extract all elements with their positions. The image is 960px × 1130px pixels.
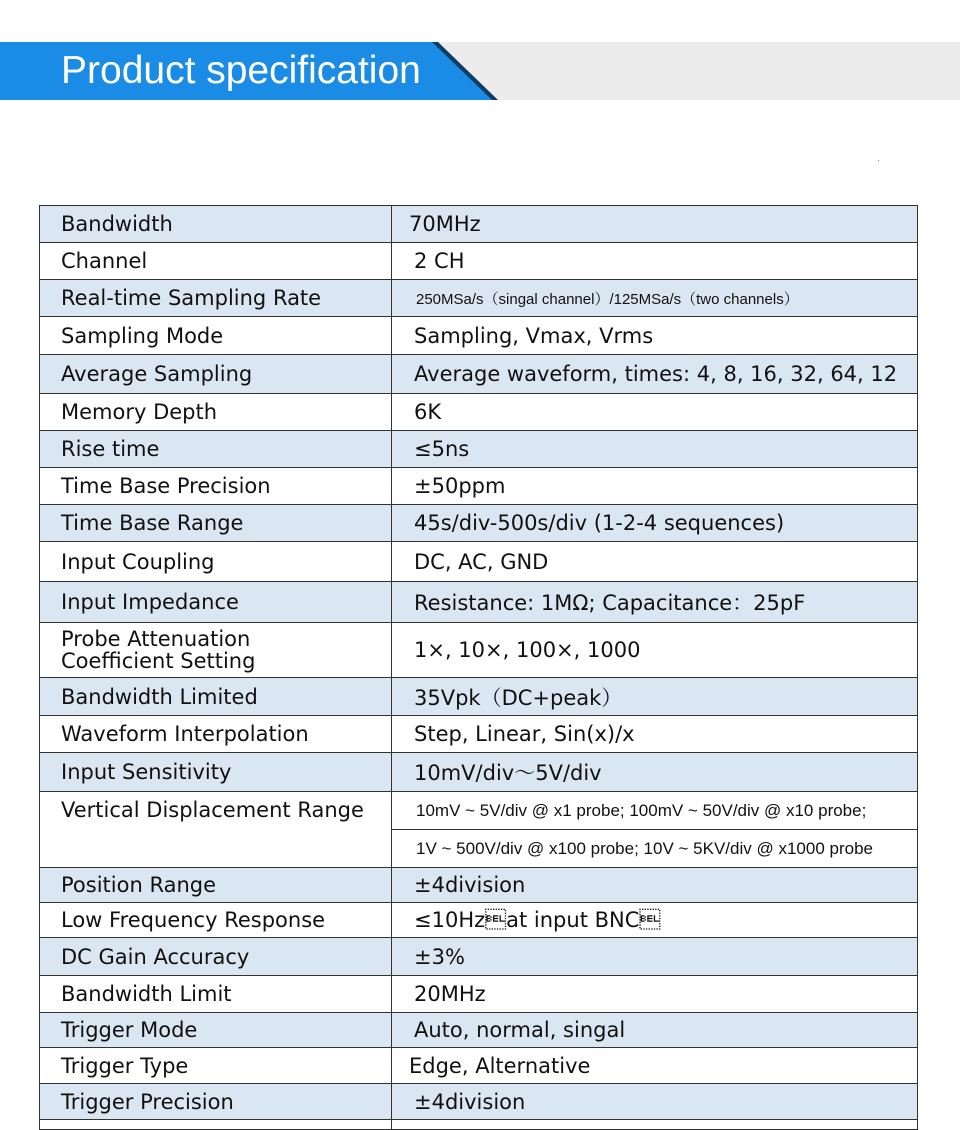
spec-value: 1×, 10×, 100×, 1000 [392,623,918,678]
table-row [40,431,918,468]
spec-label: Memory Depth [40,394,392,431]
table-row [40,582,918,623]
spec-label: Rise time [40,431,392,468]
table-row [40,678,918,716]
spec-label: Sampling Mode [40,317,392,355]
spec-label: Input Coupling [40,542,392,582]
table-row [40,623,918,678]
spec-value: Resistance: 1MΩ; Capacitance：25pF [392,582,918,623]
spec-value: Average waveform, times: 4, 8, 16, 32, 64, 12 [392,355,918,394]
spec-value: Step, Linear, Sin(x)/x [392,716,918,753]
spec-value: 6K [392,394,918,431]
table-row [40,542,918,582]
table-row [40,505,918,542]
spec-value: 45s/div-500s/div (1-2-4 sequences) [392,505,918,542]
spec-label: Average Sampling [40,355,392,394]
spec-label: Bandwidth [40,206,392,243]
spec-label: Input Impedance [40,582,392,623]
table-row [40,903,918,938]
table-row [40,1013,918,1048]
spec-value: ±50ppm [392,468,918,505]
spec-value: 1V ~ 500V/div @ x100 probe; 10V ~ 5KV/div @ x1000 probe [392,830,918,868]
table-row [40,1084,918,1120]
spec-value: ±3% [392,938,918,976]
spec-label: Real-time Sampling Rate [40,280,392,317]
table-row [40,243,918,280]
spec-value: 70MHz [392,206,918,243]
spec-label: Bandwidth Limited [40,678,392,716]
spec-value: ±4division [392,1084,918,1120]
table-row [40,206,918,243]
spec-value: 35Vpk（DC+peak） [392,678,918,716]
spec-value: Sampling, Vmax, Vrms [392,317,918,355]
spec-value: 10mV ~ 5V/div @ x1 probe; 100mV ~ 50V/div @ x10 probe; [392,792,918,830]
spec-label: Channel [40,243,392,280]
spec-value [392,1120,918,1130]
table-row [40,317,918,355]
spec-label-line: Coefficient Setting [61,649,256,673]
table-row [40,792,918,830]
spec-table [39,205,918,1130]
spec-label: Waveform Interpolation [40,716,392,753]
table-row [40,868,918,903]
table-row [40,1048,918,1084]
table-row [40,280,918,317]
spec-label: Trigger Precision [40,1084,392,1120]
spec-label: Position Range [40,868,392,903]
table-row [40,976,918,1013]
spec-label: DC Gain Accuracy [40,938,392,976]
table-row [40,716,918,753]
table-row [40,394,918,431]
spec-label-line: Probe Attenuation [61,627,251,651]
banner-diagonal-edge-icon [432,42,498,100]
spec-value: 10mV/div～5V/div [392,753,918,792]
spec-label: Bandwidth Limit [40,976,392,1013]
spec-label: Low Frequency Response [40,903,392,938]
table-row [40,1120,918,1130]
table-row [40,938,918,976]
page-title: Product specification [61,49,421,92]
spec-value: 250MSa/s（singal channel）/125MSa/s（two channels） [392,280,918,317]
spec-value: ±4division [392,868,918,903]
spec-value: ≤10Hzat input BNC [392,903,918,938]
spec-label [40,1120,392,1130]
spec-value: Edge, Alternative [392,1048,918,1084]
table-row [40,753,918,792]
spec-label: Time Base Range [40,505,392,542]
decorative-dot [878,160,879,161]
table-row [40,355,918,394]
spec-value: 20MHz [392,976,918,1013]
spec-value: DC, AC, GND [392,542,918,582]
spec-label: Vertical Displacement Range [40,792,392,868]
spec-value: 2 CH [392,243,918,280]
spec-value: Auto, normal, singal [392,1013,918,1048]
spec-label: Time Base Precision [40,468,392,505]
spec-label: Input Sensitivity [40,753,392,792]
spec-value: ≤5ns [392,431,918,468]
spec-label: Trigger Type [40,1048,392,1084]
spec-label [40,623,392,678]
spec-label: Trigger Mode [40,1013,392,1048]
table-row [40,468,918,505]
